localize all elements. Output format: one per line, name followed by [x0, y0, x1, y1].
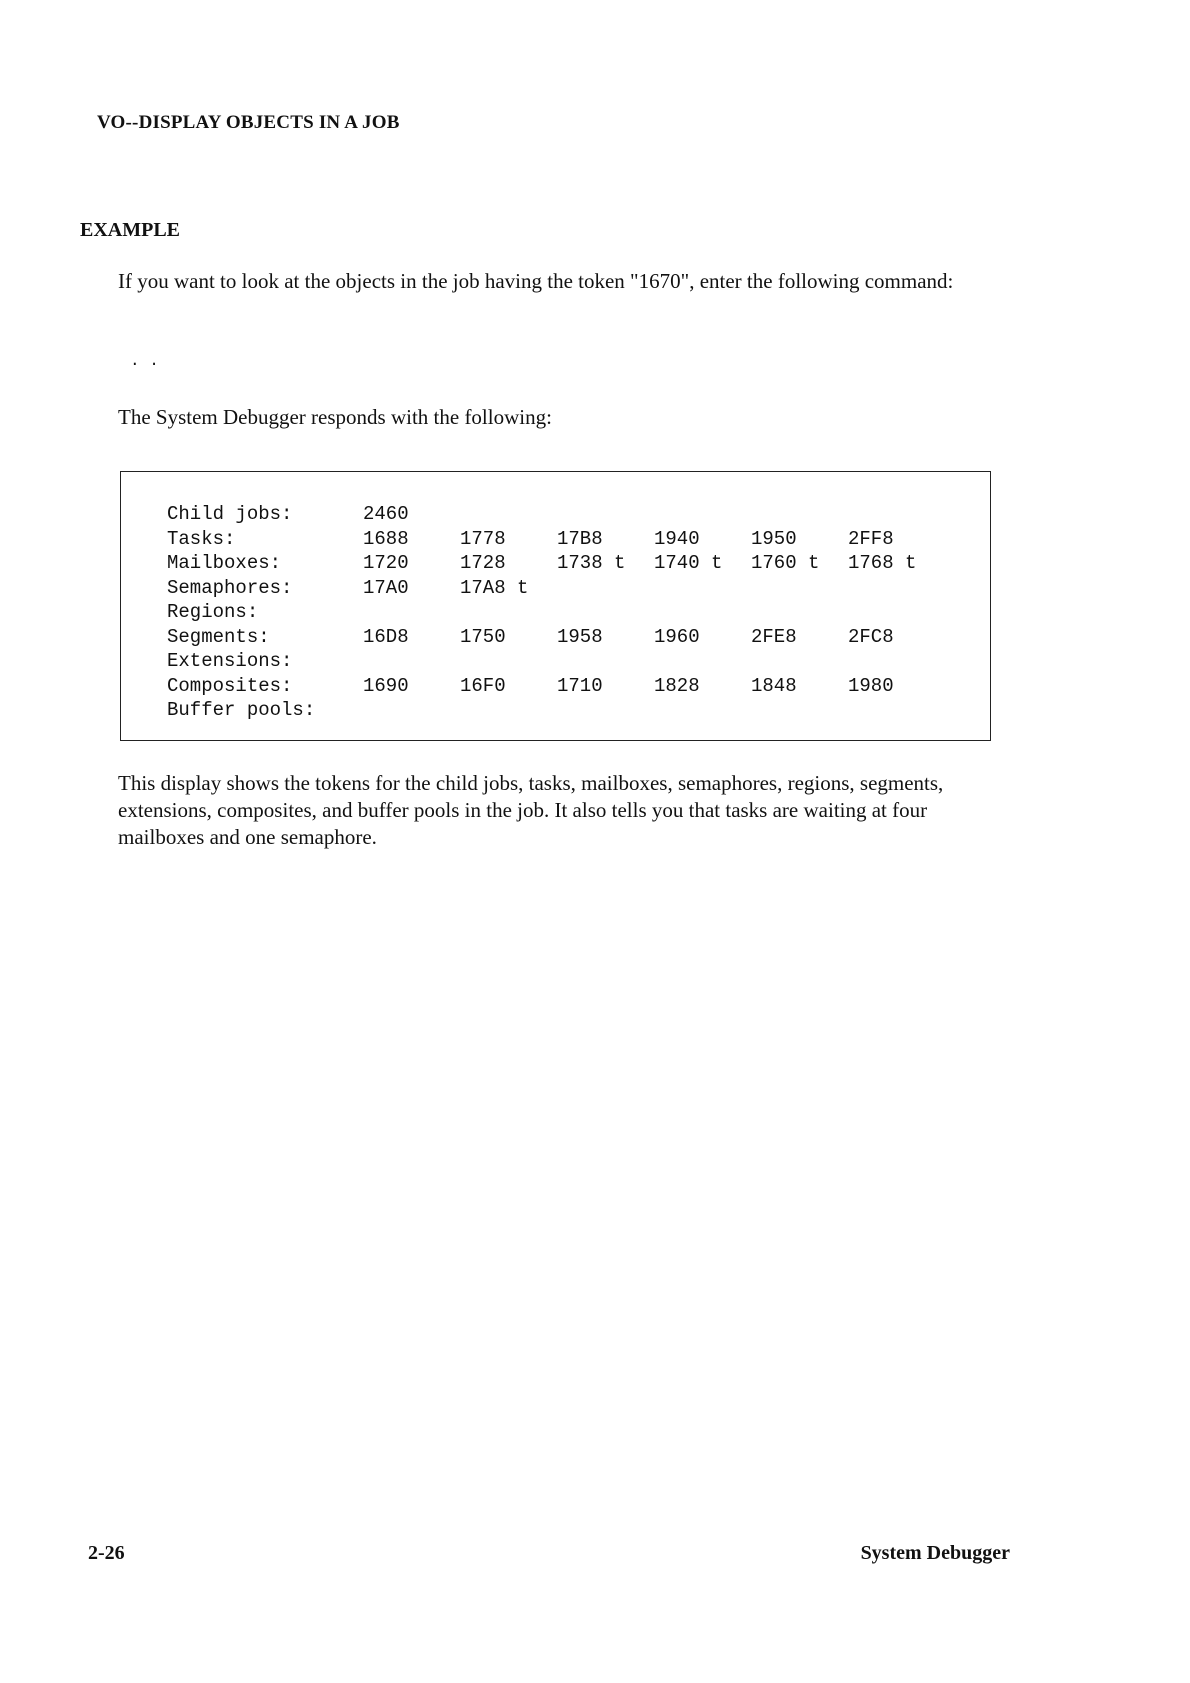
token-cell — [460, 600, 557, 625]
object-type-label: Child jobs: — [167, 503, 293, 525]
token-cell: 1950 — [751, 527, 797, 550]
object-type-label: Segments: — [167, 625, 270, 648]
intro-paragraph: If you want to look at the objects in the job having the token "1670", enter the following command: — [118, 269, 954, 293]
token-cell: 1848 — [751, 674, 797, 697]
token-cell: 1768 t — [848, 552, 917, 574]
object-type-label: Extensions: — [167, 650, 293, 672]
token-cell: 2FE8 — [751, 625, 797, 648]
closing-paragraph: This display shows the tokens for the child jobs, tasks, mailboxes, semaphores, regions, segments, extensions, composites, and buffer pools in the job. It also tells you that tasks are waiting at four mailboxes and one semaphore. — [118, 771, 944, 849]
token-cell: 1760 t — [751, 552, 820, 574]
token-cell — [557, 698, 654, 723]
token-cell — [654, 502, 751, 527]
token-cell — [363, 600, 460, 625]
token-cell — [460, 698, 557, 723]
table-row — [167, 527, 945, 552]
object-type-label: Buffer pools: — [167, 699, 316, 721]
responds-paragraph: The System Debugger responds with the following: — [118, 405, 552, 429]
token-cell: 17A0 — [363, 576, 409, 599]
token-cell — [654, 698, 751, 723]
token-cell: 1980 — [848, 674, 894, 697]
table-row — [167, 502, 945, 527]
token-cell — [557, 502, 654, 527]
token-cell: 1710 — [557, 674, 603, 697]
token-cell — [848, 698, 945, 723]
object-type-label: Tasks: — [167, 527, 236, 550]
token-cell: 1690 — [363, 674, 409, 697]
token-cell — [848, 502, 945, 527]
token-cell: 2FC8 — [848, 625, 894, 648]
object-type-label: Mailboxes: — [167, 552, 282, 574]
object-type-label: Composites: — [167, 674, 293, 697]
section-title: VO--DISPLAY OBJECTS IN A JOB — [97, 112, 400, 133]
object-type-label: Regions: — [167, 601, 259, 623]
token-cell: 1740 t — [654, 552, 723, 574]
token-cell — [460, 649, 557, 674]
token-cell: 16F0 — [460, 674, 506, 697]
token-cell — [751, 502, 848, 527]
token-cell: 17A8 t — [460, 576, 529, 599]
token-cell — [751, 576, 848, 601]
object-token-table — [167, 502, 945, 723]
token-cell: 2460 — [363, 503, 409, 525]
command-line: . . — [130, 352, 159, 370]
token-cell: 17B8 — [557, 527, 603, 550]
token-cell: 1828 — [654, 674, 700, 697]
token-cell — [363, 649, 460, 674]
token-cell — [557, 649, 654, 674]
token-cell: 1688 — [363, 527, 409, 550]
footer-page-number: 2-26 — [88, 1542, 125, 1564]
token-cell — [654, 600, 751, 625]
table-row — [167, 551, 945, 576]
token-cell — [654, 576, 751, 601]
token-cell — [460, 502, 557, 527]
token-cell — [557, 576, 654, 601]
token-cell: 1778 — [460, 527, 506, 550]
token-cell: 1738 t — [557, 552, 626, 574]
token-cell: 1960 — [654, 625, 700, 648]
token-cell — [363, 698, 460, 723]
debugger-output-box — [120, 471, 991, 741]
table-row — [167, 649, 945, 674]
table-row — [167, 698, 945, 723]
token-cell — [848, 649, 945, 674]
token-cell: 1940 — [654, 527, 700, 550]
token-cell: 2FF8 — [848, 527, 894, 550]
token-cell: 1750 — [460, 625, 506, 648]
token-cell: 1720 — [363, 552, 409, 574]
token-cell: 1728 — [460, 552, 506, 574]
token-cell — [557, 600, 654, 625]
table-row — [167, 674, 945, 699]
example-heading: EXAMPLE — [80, 219, 180, 241]
table-row — [167, 576, 945, 601]
footer-manual-title: System Debugger — [860, 1542, 1010, 1564]
token-cell — [751, 600, 848, 625]
token-cell — [654, 649, 751, 674]
token-cell — [848, 576, 945, 601]
table-row — [167, 600, 945, 625]
table-row — [167, 625, 945, 650]
token-cell — [751, 698, 848, 723]
token-cell — [751, 649, 848, 674]
token-cell: 16D8 — [363, 625, 409, 648]
token-cell: 1958 — [557, 625, 603, 648]
object-type-label: Semaphores: — [167, 576, 293, 599]
token-cell — [848, 600, 945, 625]
